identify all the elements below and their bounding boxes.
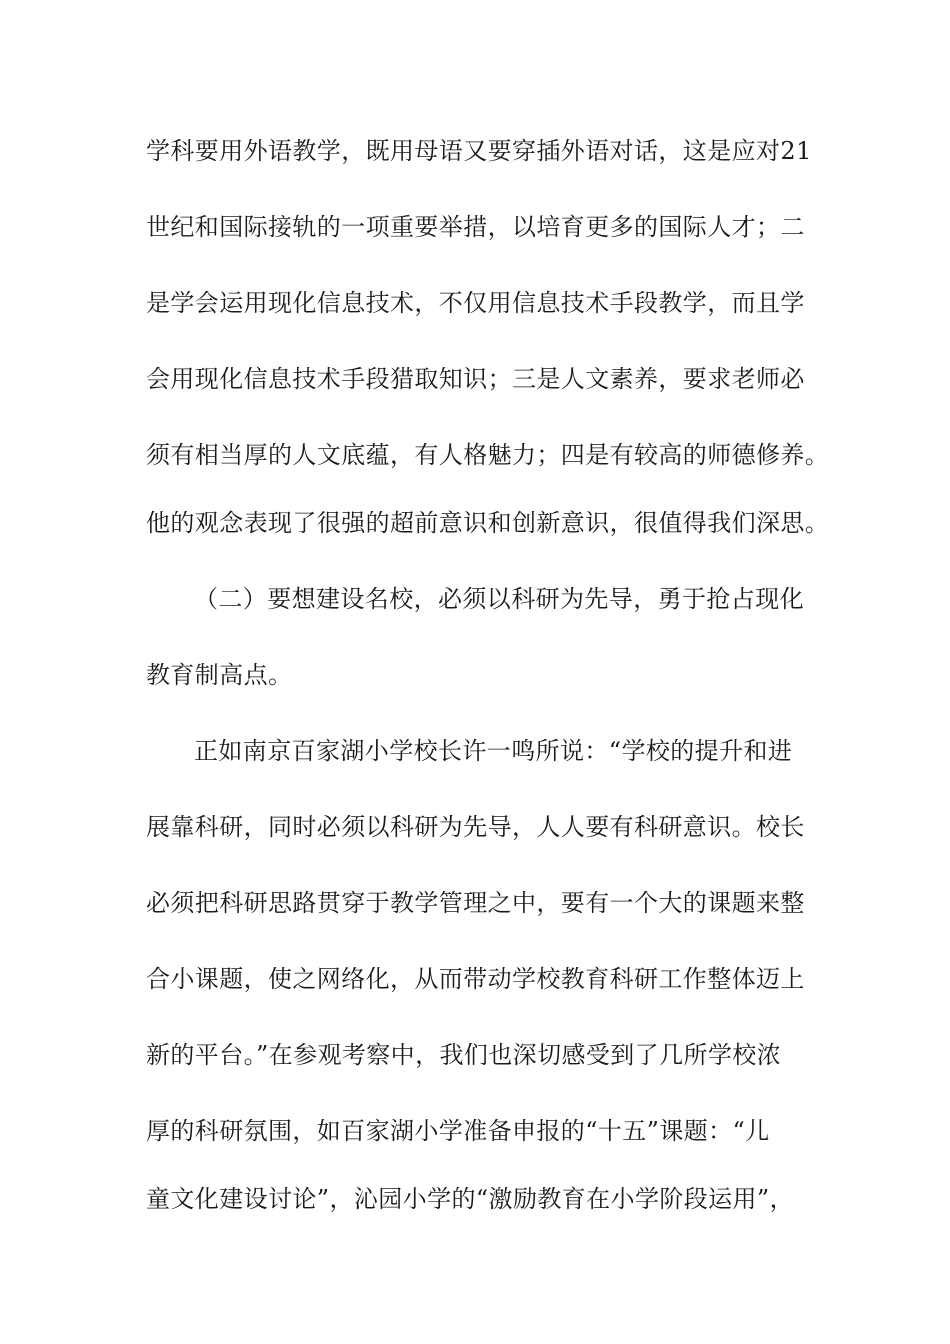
- paragraph-line: 是学会运用现化信息技术，不仅用信息技术手段教学，而且学: [146, 289, 805, 317]
- paragraph-line: 必须把科研思路贯穿于教学管理之中，要有一个大的课题来整: [146, 889, 805, 917]
- paragraph-line: 合小课题，使之网络化，从而带动学校教育科研工作整体迈上: [146, 965, 805, 993]
- paragraph-line: 他的观念表现了很强的超前意识和创新意识，很值得我们深思。: [146, 509, 830, 537]
- paragraph-line: 学科要用外语教学，既用母语又要穿插外语对话，这是应对21: [146, 137, 812, 165]
- paragraph-line: 会用现化信息技术手段猎取知识；三是人文素养，要求老师必: [146, 365, 805, 393]
- paragraph-line: 展靠科研，同时必须以科研为先导，人人要有科研意识。校长: [146, 813, 805, 841]
- paragraph-line: 童文化建设讨论”，沁园小学的“激励教育在小学阶段运用”，: [146, 1185, 795, 1213]
- paragraph-line: 新的平台。”在参观考察中，我们也深切感受到了几所学校浓: [146, 1041, 782, 1069]
- paragraph-line: 须有相当厚的人文底蕴，有人格魅力；四是有较高的师德修养。: [146, 441, 830, 469]
- paragraph-line: 正如南京百家湖小学校长许一鸣所说：“学校的提升和进: [194, 737, 793, 765]
- section-heading-line: （二）要想建设名校，必须以科研为先导，勇于抢占现化: [194, 585, 804, 613]
- section-heading-line: 教育制高点。: [146, 661, 293, 689]
- paragraph-line: 世纪和国际接轨的一项重要举措，以培育更多的国际人才；二: [146, 213, 805, 241]
- paragraph-line: 厚的科研氛围，如百家湖小学准备申报的“十五”课题：“儿: [146, 1117, 770, 1145]
